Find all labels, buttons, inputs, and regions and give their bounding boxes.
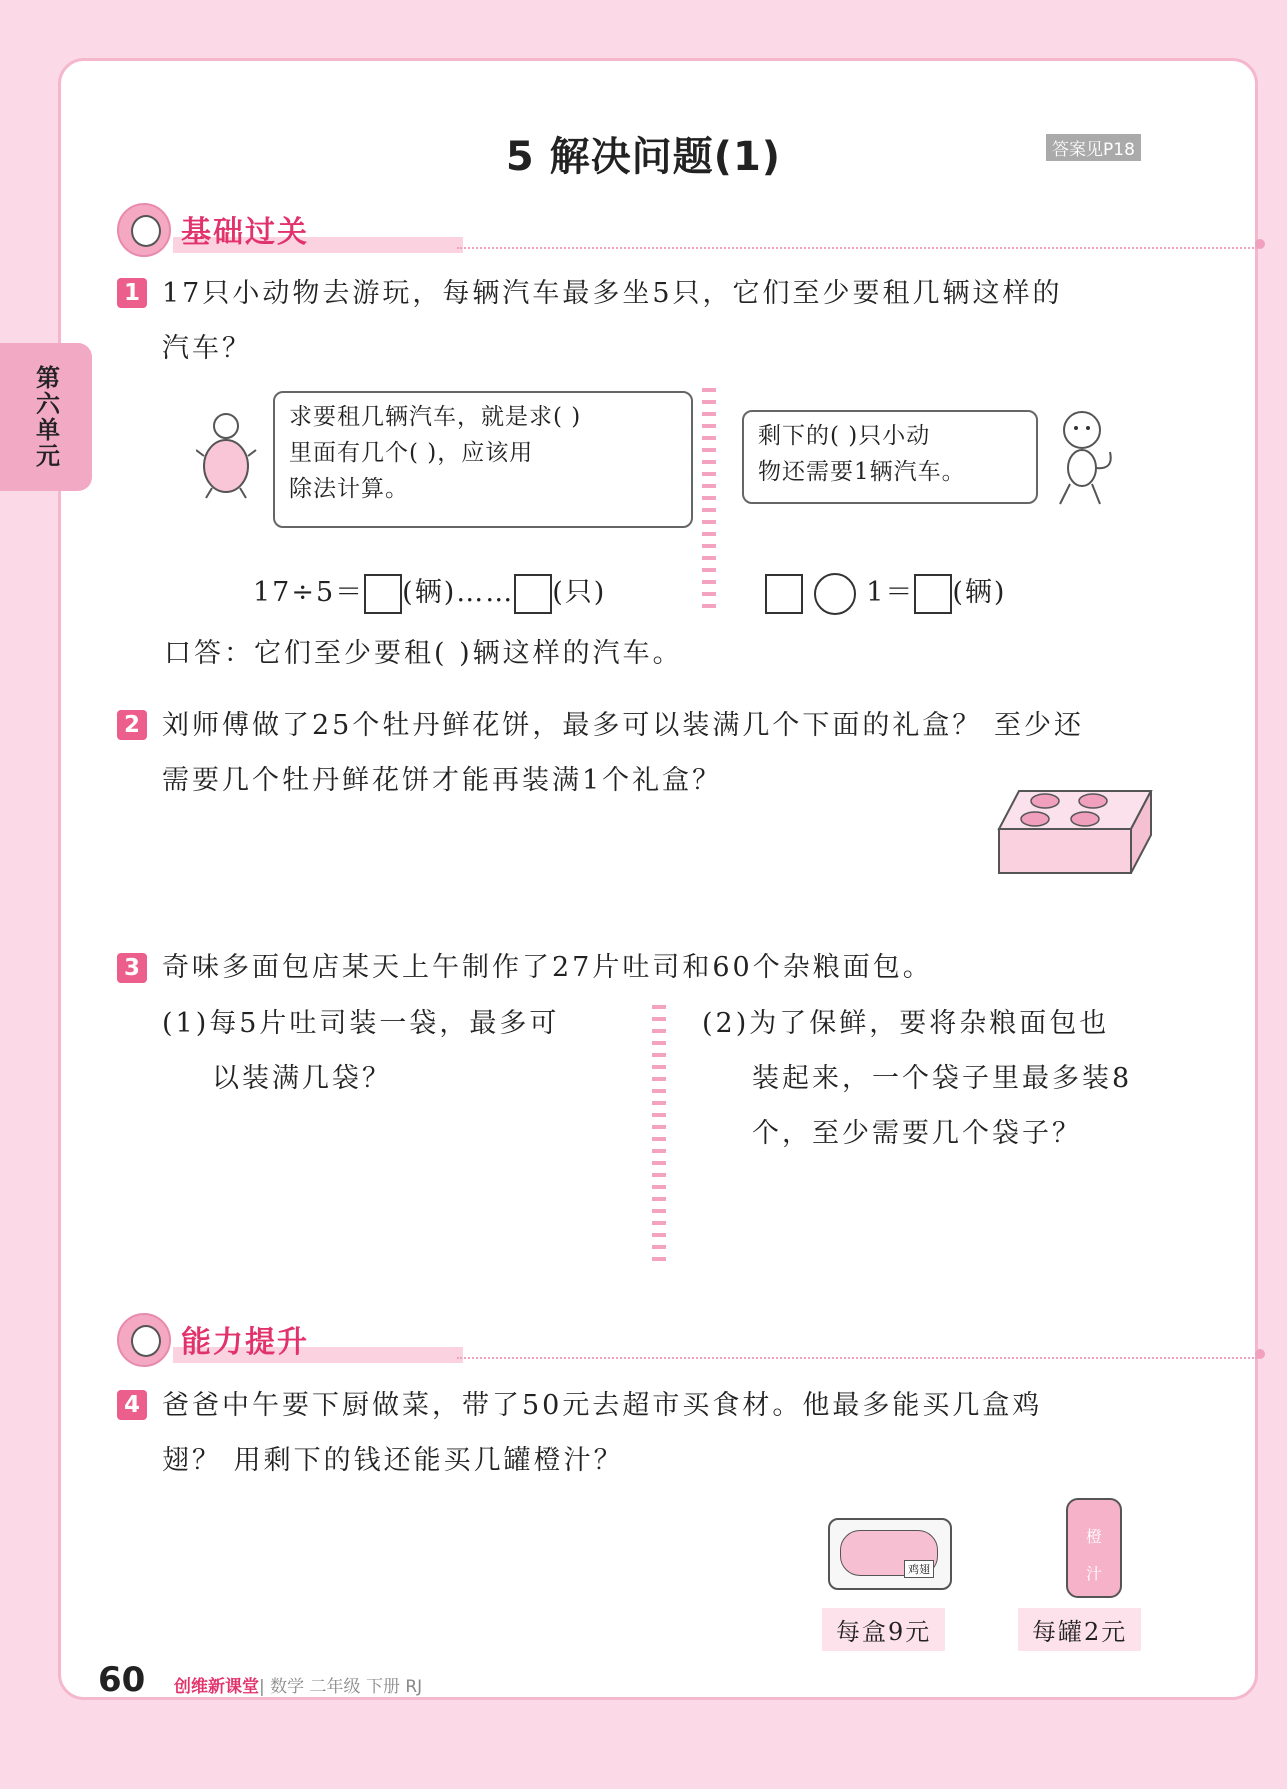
- q1-equation-left: 17÷5＝ (辆)…… (只): [253, 570, 606, 614]
- answer-reference: 答案见P18: [1046, 134, 1141, 161]
- answer-box[interactable]: [914, 574, 952, 614]
- gift-box-icon: [995, 785, 1155, 879]
- q3-sub1: (1)每5片吐司装一袋，最多可 以装满几袋？: [162, 1008, 560, 1094]
- footer-info: 创维新课堂| 数学 二年级 下册 RJ: [174, 1677, 423, 1697]
- section-advanced-header: [117, 1313, 1277, 1367]
- answer-box[interactable]: [514, 574, 552, 614]
- chicken-wing-price: 每盒9元: [822, 1608, 945, 1651]
- page-number: 60: [98, 1660, 146, 1700]
- divider-wavy: [702, 388, 716, 613]
- monkey-character-icon: [1048, 408, 1118, 508]
- q3-sub2: (2)为了保鲜，要将杂粮面包也 装起来，一个袋子里最多装8 个，至少需要几个袋子？: [702, 1008, 1133, 1149]
- divider-hearts: [652, 1005, 666, 1267]
- orange-juice-price: 每罐2元: [1018, 1608, 1141, 1651]
- hint-bubble-left: 求要租几辆汽车，就是求( ) 里面有几个( )，应该用 除法计算。: [273, 391, 693, 528]
- page-title: 5 解决问题(1): [505, 134, 782, 180]
- q3-text: 奇味多面包店某天上午制作了27片吐司和60个杂粮面包。: [162, 952, 933, 983]
- section-basic-header: [117, 203, 1277, 257]
- q1-number: 1: [117, 278, 147, 308]
- q3-number: 3: [117, 953, 147, 983]
- operator-circle[interactable]: [814, 573, 856, 615]
- monkey-icon: [117, 203, 171, 257]
- section-basic-title: 基础过关: [181, 215, 309, 250]
- q4-number: 4: [117, 1390, 147, 1420]
- q1-text: 17只小动物去游玩，每辆汽车最多坐5只，它们至少要租几辆这样的 汽车？: [162, 278, 1063, 364]
- orange-juice-can-icon: 橙 汁: [1066, 1498, 1122, 1598]
- q2-number: 2: [117, 710, 147, 740]
- q1-equation-right: 1＝ (辆): [765, 570, 1006, 615]
- monkey-icon: [117, 1313, 171, 1367]
- chicken-wing-box-icon: 鸡翅: [828, 1518, 952, 1590]
- unit-tab: 第六单元: [0, 343, 92, 491]
- section-advanced-title: 能力提升: [181, 1325, 309, 1360]
- answer-box[interactable]: [765, 574, 803, 614]
- answer-box[interactable]: [364, 574, 402, 614]
- q4-text: 爸爸中午要下厨做菜，带了50元去超市买食材。他最多能买几盒鸡 翅？ 用剩下的钱还能买几罐橙汁？: [162, 1390, 1043, 1476]
- hint-bubble-right: 剩下的( )只小动 物还需要1辆汽车。: [742, 410, 1038, 504]
- q2-text: 刘师傅做了25个牡丹鲜花饼，最多可以装满几个下面的礼盒？ 至少还 需要几个牡丹鲜花饼才能再装满1个礼盒？: [162, 710, 1084, 796]
- turtle-icon: [196, 410, 258, 500]
- q1-answer: 口答：它们至少要租( )辆这样的汽车。: [164, 638, 683, 669]
